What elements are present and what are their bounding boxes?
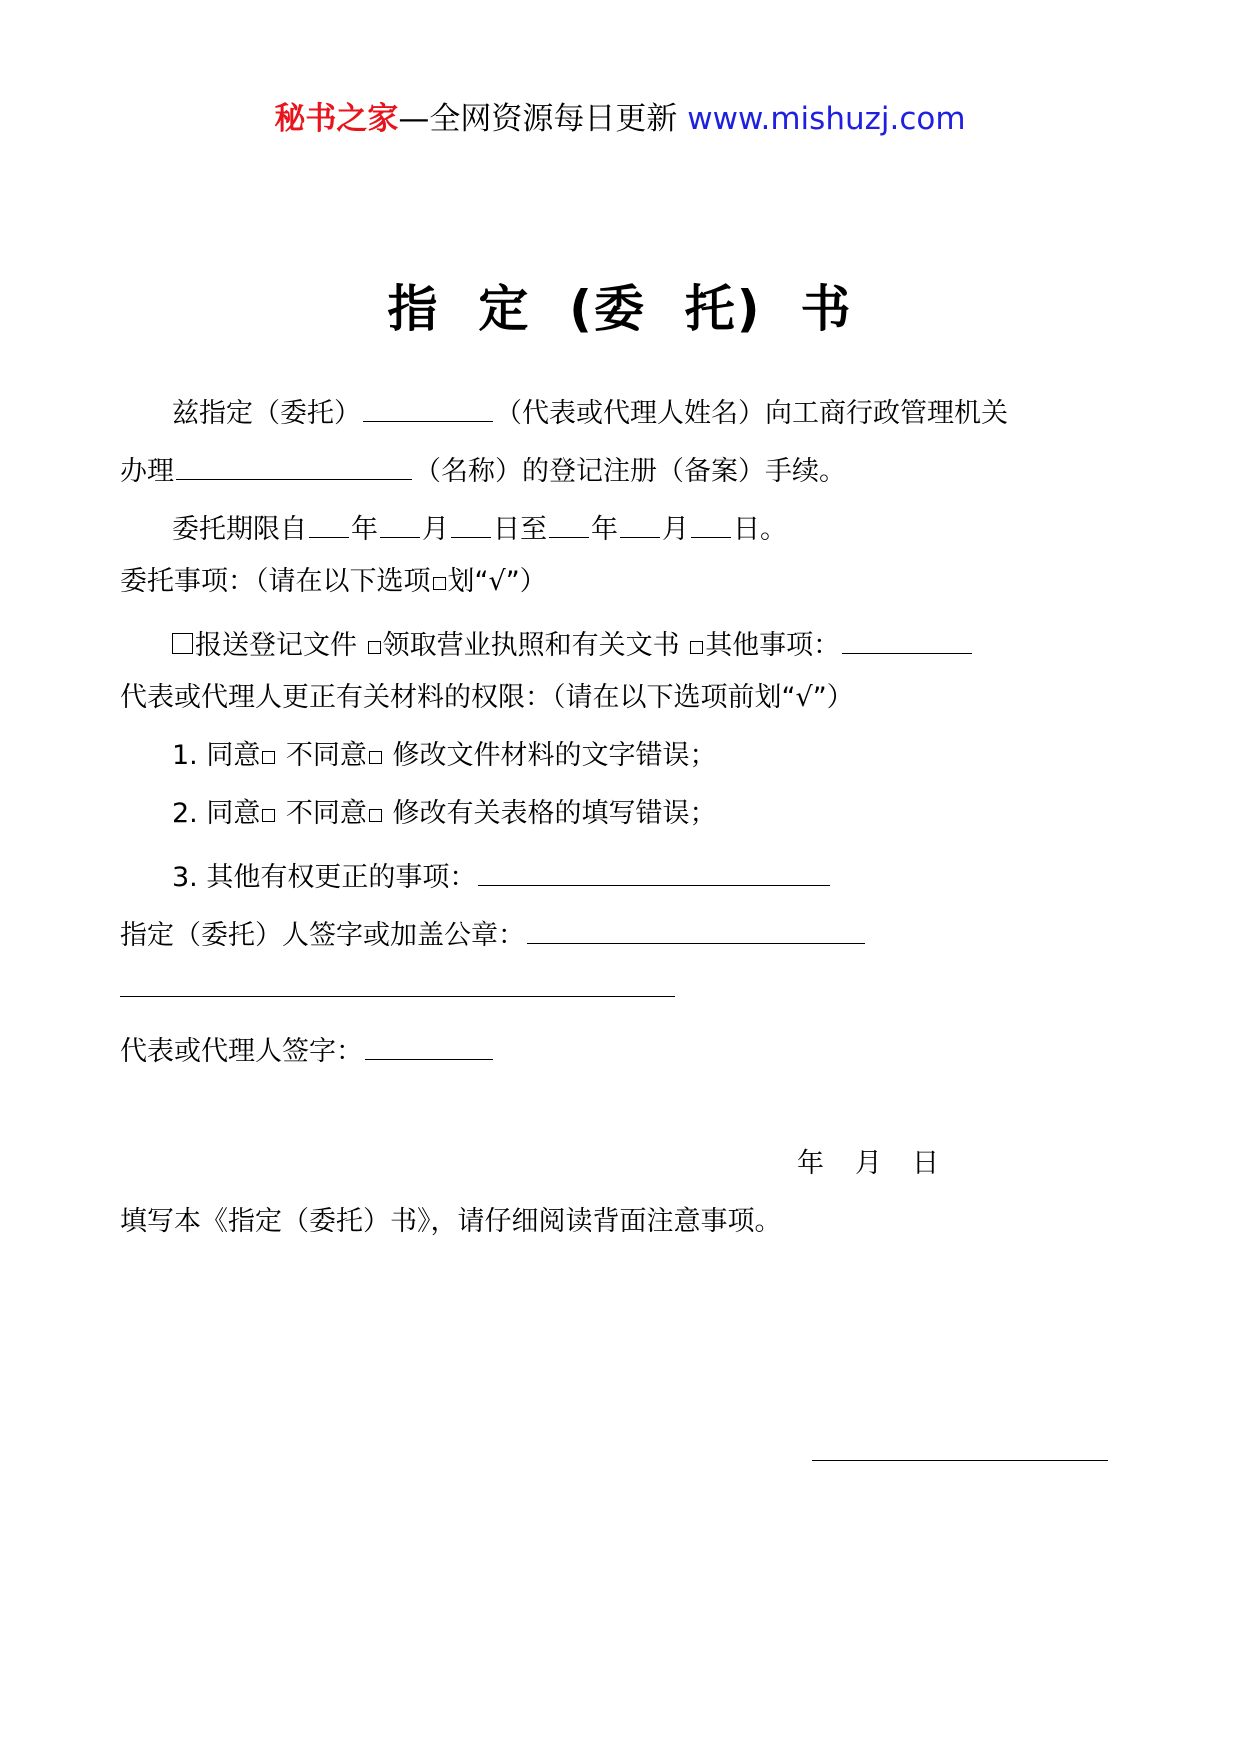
period-day-1: 日至	[493, 514, 547, 545]
end-year-blank[interactable]	[549, 510, 589, 538]
footnote-separator-rule	[812, 1460, 1108, 1461]
other-rights-blank[interactable]	[478, 858, 830, 886]
start-month-blank[interactable]	[380, 510, 420, 538]
date-month-wrap	[855, 1150, 882, 1177]
rights-item-2-disagree-label: 不同意	[277, 798, 367, 829]
rights-item-2-agree-checkbox[interactable]	[262, 809, 275, 822]
rights-item-1-text: 修改文件材料的文字错误；	[383, 740, 717, 771]
designation-suffix: （代表或代理人姓名）向工商行政管理机关	[495, 398, 1008, 429]
start-day-blank[interactable]	[451, 510, 491, 538]
date-day: 日	[912, 1148, 939, 1179]
rights-item-1-agree-checkbox[interactable]	[262, 751, 275, 764]
other-matters-label: 其他事项：	[705, 630, 841, 661]
footer-note: 填写本《指定（委托）书》，请仔细阅读背面注意事项。	[120, 1206, 782, 1237]
principal-signature-label: 指定（委托）人签字或加盖公章：	[120, 920, 525, 951]
agent-signature-blank[interactable]	[365, 1032, 493, 1060]
rights-item-1-disagree-label: 不同意	[277, 740, 367, 771]
collect-license-checkbox[interactable]	[368, 641, 381, 654]
rights-item-2-text: 修改有关表格的填写错误；	[383, 798, 717, 829]
matters-heading	[120, 568, 547, 595]
other-matters-checkbox[interactable]	[690, 641, 703, 654]
period-month-2: 月	[662, 514, 689, 545]
principal-signature-blank[interactable]	[527, 916, 865, 944]
date-month: 月	[855, 1148, 882, 1179]
site-banner	[0, 101, 1240, 137]
agent-signature-label: 代表或代理人签字：	[120, 1036, 363, 1067]
banner-url[interactable]: www.mishuzj.com	[687, 101, 966, 137]
banner-brand: 秘书之家	[274, 101, 399, 137]
period-year-1: 年	[351, 514, 378, 545]
date-year: 年	[797, 1148, 824, 1179]
date-day-wrap	[912, 1150, 939, 1177]
end-month-blank[interactable]	[620, 510, 660, 538]
rights-item-3-label: 3. 其他有权更正的事项：	[172, 862, 477, 893]
document-title: 指 定 (委 托) 书	[387, 280, 853, 338]
registration-line	[120, 452, 846, 485]
rights-item-1-disagree-checkbox[interactable]	[369, 751, 382, 764]
period-year-2: 年	[591, 514, 618, 545]
matters-heading-before: 委托事项：（请在以下选项	[120, 566, 431, 597]
agent-signature-line	[120, 1032, 495, 1065]
matters-options-line	[172, 626, 974, 659]
rights-item-1-agree-label: 1. 同意	[172, 740, 261, 771]
entrust-period-line	[172, 510, 787, 543]
banner-tagline: —全网资源每日更新	[398, 101, 688, 137]
registration-suffix: （名称）的登记注册（备案）手续。	[414, 456, 846, 487]
agent-name-blank[interactable]	[363, 394, 493, 422]
designation-line	[172, 394, 1008, 427]
rights-item-1	[172, 742, 717, 769]
designation-prefix: 兹指定（委托）	[172, 398, 361, 429]
registration-prefix: 办理	[120, 456, 174, 487]
start-year-blank[interactable]	[309, 510, 349, 538]
date-line	[797, 1150, 824, 1177]
rights-item-3	[172, 858, 832, 891]
principal-signature-line	[120, 916, 867, 949]
collect-license-label: 领取营业执照和有关文书	[382, 630, 689, 661]
checkbox-sample-icon	[433, 577, 446, 590]
matters-heading-after: 划“√”）	[447, 566, 547, 597]
rights-item-2-disagree-checkbox[interactable]	[369, 809, 382, 822]
signature-continuation-rule[interactable]	[120, 996, 675, 997]
end-day-blank[interactable]	[691, 510, 731, 538]
entity-name-blank[interactable]	[176, 452, 412, 480]
period-month-1: 月	[422, 514, 449, 545]
period-day-2: 日。	[733, 514, 787, 545]
other-matters-blank[interactable]	[842, 626, 972, 654]
period-prefix: 委托期限自	[172, 514, 307, 545]
rights-heading: 代表或代理人更正有关材料的权限：（请在以下选项前划“√”）	[120, 682, 854, 713]
submit-documents-label: 报送登记文件	[195, 630, 366, 661]
rights-item-2-agree-label: 2. 同意	[172, 798, 261, 829]
rights-item-2	[172, 800, 717, 827]
submit-documents-checkbox[interactable]	[172, 633, 193, 654]
